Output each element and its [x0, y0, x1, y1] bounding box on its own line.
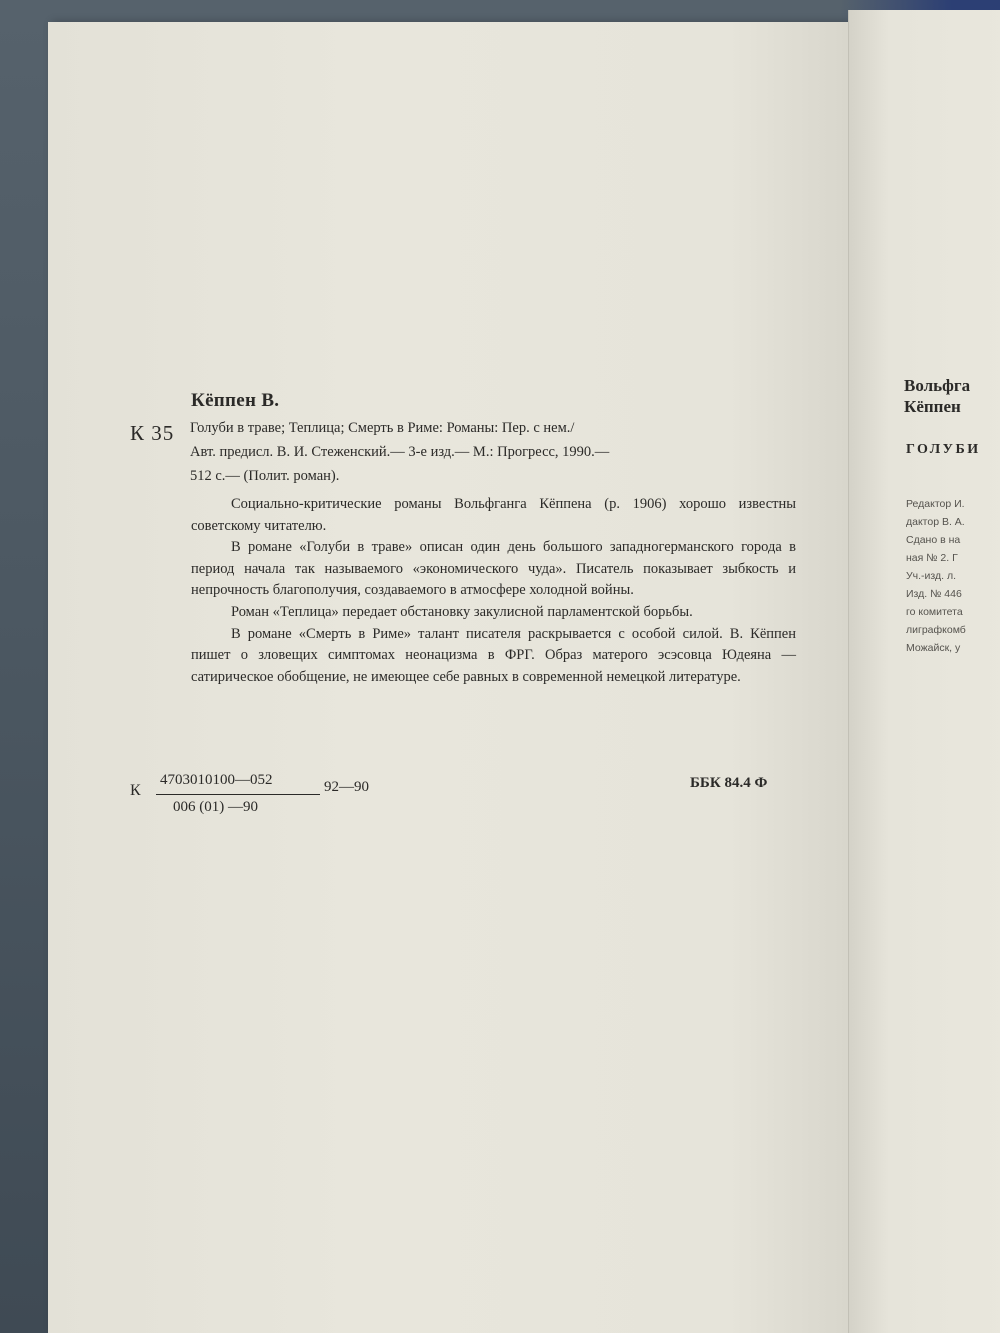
imprint-line: Редактор И. — [906, 498, 965, 510]
biblio-line: Голуби в траве; Теплица; Смерть в Риме: Романы: Пер. с нем./ — [190, 420, 575, 436]
imprint-line: Сдано в на — [906, 534, 961, 546]
imprint-line: го комитета — [906, 606, 963, 618]
biblio-line: Авт. предисл. В. И. Стеженский.— 3-е изд.— М.: Прогресс, 1990.— — [190, 444, 610, 460]
classification-code: К 35 — [130, 421, 175, 445]
abstract-paragraph: В романе «Голуби в траве» описан один день большого западногерманского города в период начала так называемого «экономического чуда». Писатель показывает зыбкость и непрочность благополучия, создаваемого в атмосфере холодной войны. — [191, 539, 796, 599]
imprint-line: ная № 2. Г — [906, 552, 958, 564]
abstract-paragraph: Социально-критические романы Вольфганга Кёппена (р. 1906) хорошо известны советскому читателю. — [191, 496, 796, 534]
imprint-line: Уч.-изд. л. — [906, 570, 957, 582]
catalog-numerator: 4703010100—052 — [160, 772, 273, 788]
abstract — [191, 494, 796, 688]
catalog-prefix: К — [130, 782, 141, 799]
right-author-line: Вольфга — [904, 376, 971, 395]
right-page — [848, 10, 1000, 1333]
biblio-line: 512 с.— (Полит. роман). — [190, 468, 340, 484]
fraction-line — [156, 794, 320, 795]
bibliographic-description — [190, 416, 609, 488]
imprint-line: Можайск, у — [906, 642, 961, 654]
imprint-line: Изд. № 446 — [906, 588, 962, 600]
right-author-line: Кёппен — [904, 397, 961, 416]
abstract-paragraph: В романе «Смерть в Риме» талант писателя раскрывается с особой силой. В. Кёппен пишет о зловещих симптомах неонацизма в ФРГ. Образ матерого эсэсовца Юдеяна — сатирическое обобщение, не имеющее себе равных в современной немецкой литературе. — [191, 625, 796, 685]
abstract-paragraph: Роман «Теплица» передает обстановку закулисной парламентской борьбы. — [231, 603, 693, 620]
author-name: Кёппен В. — [191, 390, 280, 411]
bbk-code: ББК 84.4 Ф — [690, 775, 768, 791]
imprint-line: дактор В. А. — [906, 516, 965, 528]
catalog-suffix: 92—90 — [324, 779, 369, 795]
right-title-fragment: ГОЛУБИ — [906, 442, 981, 457]
imprint-line: лиграфкомб — [906, 624, 966, 636]
catalog-denominator: 006 (01) —90 — [173, 799, 258, 815]
